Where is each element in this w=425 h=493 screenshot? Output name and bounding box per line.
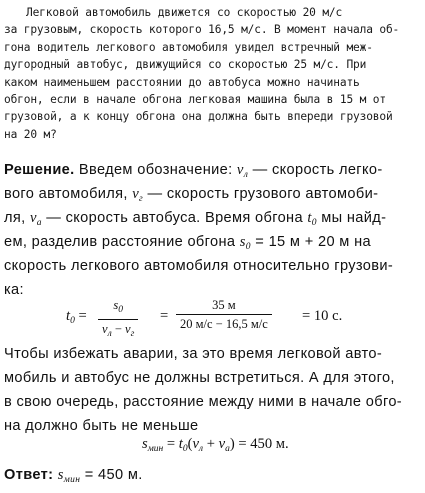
formula-min-distance	[0, 432, 425, 456]
solution-line	[4, 230, 422, 254]
problem-statement	[4, 4, 420, 143]
plus: +	[203, 436, 219, 452]
paragraph-line: в свою очередь, расстояние между ними в начале обго-	[4, 394, 402, 410]
var-v: v	[132, 186, 140, 202]
paren-close: )	[229, 436, 235, 452]
text: Введем обозначение:	[74, 162, 237, 178]
paragraph-line: на должно быть не меньше	[4, 418, 199, 434]
fraction-numeric	[176, 296, 272, 333]
var-s: s	[239, 234, 246, 250]
solution-paragraph	[4, 158, 422, 302]
var-v: v	[218, 436, 226, 452]
fraction-numerator	[98, 296, 138, 320]
fraction-symbolic	[98, 296, 138, 343]
var-s: s	[57, 467, 64, 483]
text: мы найд-	[316, 210, 387, 226]
subscript: г	[130, 329, 135, 339]
subscript: г	[139, 194, 144, 204]
fraction-denominator: 20 м/с − 16,5 м/с	[180, 317, 268, 331]
text: — скорость легко-	[248, 162, 383, 178]
problem-line: грузовой, а к концу обгона она должна быть впереди грузовой	[4, 110, 393, 124]
text: ля,	[4, 210, 30, 226]
problem-line: Легковой автомобиль движется со скоростью 20 м/с	[26, 6, 343, 19]
text: — скорость грузового автомоби-	[143, 186, 379, 202]
equals-sign: =	[163, 436, 179, 452]
fraction-numerator: 35 м	[176, 296, 272, 315]
answer-label: Ответ:	[4, 467, 54, 483]
subscript: 0	[70, 316, 75, 326]
var-t: t	[178, 436, 183, 452]
formula-smin	[142, 434, 289, 459]
formula-lhs	[66, 306, 87, 331]
paragraph-avoid-collision	[4, 342, 422, 438]
subscript: л	[243, 170, 249, 180]
subscript: мин	[147, 444, 164, 454]
solution-line: ка:	[4, 282, 24, 298]
subscript: а	[225, 444, 230, 454]
solution-line	[4, 206, 422, 230]
var-t: t	[307, 210, 312, 226]
subscript: а	[36, 218, 42, 228]
solution-line: скорость легкового автомобиля относительно грузови-	[4, 258, 394, 274]
subscript: л	[198, 444, 204, 454]
var-v: v	[125, 322, 131, 336]
subscript: 0	[182, 444, 188, 454]
solution-line	[4, 182, 422, 206]
subscript: 0	[311, 218, 317, 228]
formula-result: = 10 с.	[302, 308, 343, 324]
subscript: мин	[63, 475, 81, 485]
text: ем, разделив расстояние обгона	[4, 234, 240, 250]
text: = 15 м + 20 м на	[250, 234, 371, 250]
var-s: s	[142, 436, 148, 452]
fraction-denominator	[98, 320, 138, 343]
var-v: v	[236, 162, 244, 178]
text: — скорость автобуса. Время обгона	[41, 210, 308, 226]
answer-value: = 450 м.	[80, 467, 143, 483]
problem-line: на 20 м?	[4, 127, 57, 141]
var-t: t	[66, 308, 71, 324]
problem-line: дугородный автобус, движущийся со скоростью 25 м/с. При	[4, 58, 367, 72]
text: вого автомобиля,	[4, 186, 133, 202]
solution-label: Решение.	[4, 162, 75, 178]
problem-line: каком наименьшем расстоянии до автобуса можно начинать	[4, 75, 360, 89]
var-v: v	[102, 322, 108, 336]
equals-sign: =	[78, 308, 87, 324]
minus: −	[111, 322, 126, 336]
problem-line: за грузовым, скорость которого 16,5 м/с. В момент начала об-	[4, 23, 400, 37]
subscript: 0	[245, 242, 251, 252]
subscript: 0	[118, 305, 123, 315]
var-v: v	[192, 436, 199, 452]
subscript: л	[107, 329, 112, 339]
solution-line	[4, 158, 422, 182]
formula-time	[0, 296, 425, 339]
problem-line: обгон, если в начале обгона легковая машина была в 15 м от	[4, 93, 386, 107]
var-s: s	[113, 298, 119, 312]
problem-line: гона водитель легкового автомобиля увидел встречный меж-	[4, 40, 373, 54]
paren-open: (	[187, 436, 193, 452]
formula-result: = 450 м.	[234, 436, 289, 452]
paragraph-line: мобиль и автобус не должны встретиться. А для этого,	[4, 370, 395, 386]
equals-sign: =	[160, 308, 169, 324]
paragraph-line: Чтобы избежать аварии, за это время легковой авто-	[4, 346, 383, 362]
var-v: v	[29, 210, 37, 226]
answer	[4, 463, 422, 487]
answer-line	[4, 463, 422, 487]
